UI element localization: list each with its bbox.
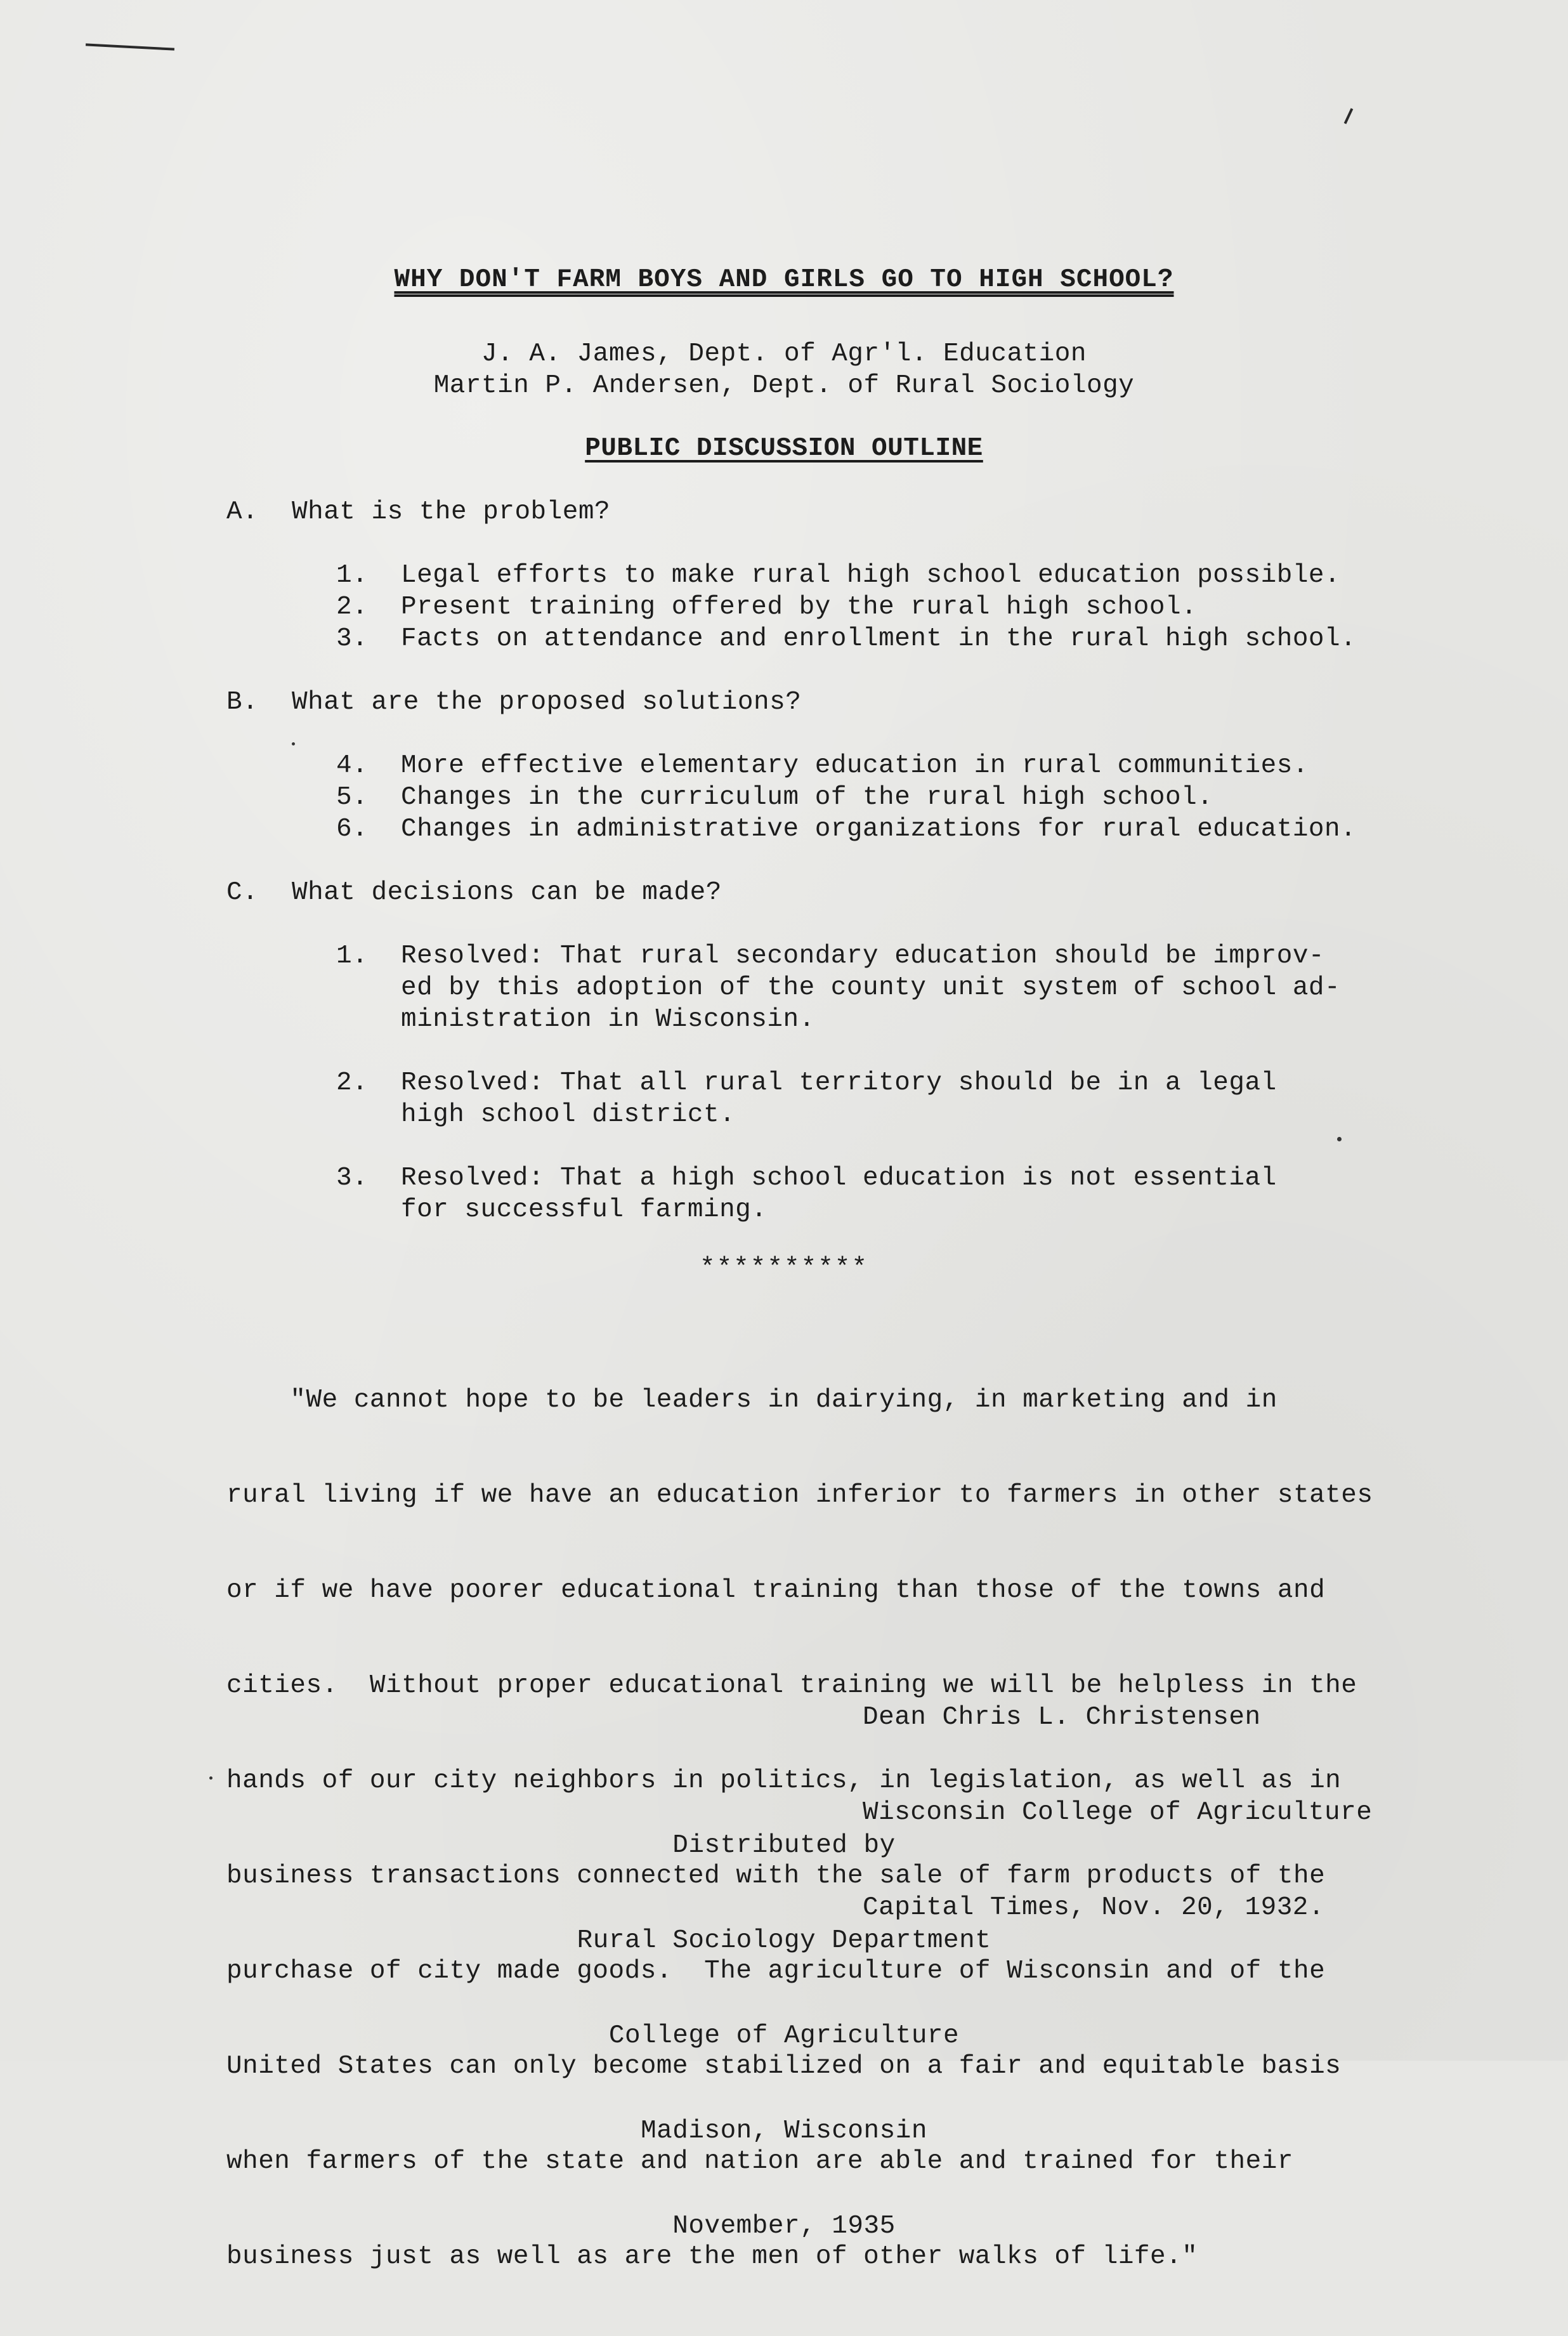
resolution-line: Resolved: That a high school education is not essential [401, 1164, 1277, 1193]
section-b-question: What are the proposed solutions? [292, 688, 802, 717]
item-number: 5. [336, 783, 369, 812]
quote-line: business just as well as are the men of other walks of life." [226, 2242, 1198, 2271]
quote-line: rural living if we have an education inferior to farmers in other states [226, 1481, 1373, 1510]
document-title: WHY DON'T FARM BOYS AND GIRLS GO TO HIGH SCHOOL? [394, 265, 1174, 294]
distribution-line: Distributed by [672, 1831, 896, 1860]
attribution-line: Capital Times, Nov. 20, 1932. [863, 1893, 1325, 1922]
item-number: 6. [336, 815, 369, 844]
outline-item: Changes in administrative organizations for rural education. [401, 815, 1357, 844]
quote-line: hands of our city neighbors in politics, in legislation, as well as in [226, 1766, 1342, 1795]
section-c-letter: C. [226, 878, 259, 907]
resolution-line: Resolved: That rural secondary education should be improv- [401, 942, 1325, 971]
scan-mark-top-left [86, 43, 174, 50]
distribution-line: Rural Sociology Department [577, 1926, 991, 1955]
item-number: 4. [336, 751, 369, 780]
outline-item: Facts on attendance and enrollment in the rural high school. [401, 624, 1357, 653]
scan-speck [292, 742, 295, 745]
attribution-line: Dean Chris L. Christensen [863, 1703, 1261, 1732]
item-number: 2. [336, 593, 369, 622]
separator-stars: ********** [699, 1254, 869, 1283]
item-number: 1. [336, 942, 369, 971]
quote-line: when farmers of the state and nation are able and trained for their [226, 2147, 1293, 2176]
quote-line: "We cannot hope to be leaders in dairying, in marketing and in [226, 1386, 1277, 1415]
distribution-line: November, 1935 [672, 2212, 896, 2241]
section-b-letter: B. [226, 688, 259, 717]
section-a-letter: A. [226, 497, 259, 527]
outline-item: Present training offered by the rural high school. [401, 593, 1198, 622]
scan-speck [1337, 1137, 1342, 1141]
item-number: 3. [336, 624, 369, 653]
resolution-line: Resolved: That all rural territory should be in a legal [401, 1068, 1277, 1098]
quote-line: purchase of city made goods. The agriculture of Wisconsin and of the [226, 1957, 1326, 1986]
author-line-1: J. A. James, Dept. of Agr'l. Education [481, 339, 1087, 369]
outline-item: Changes in the curriculum of the rural high school. [401, 783, 1213, 812]
resolution-line: high school district. [401, 1100, 736, 1129]
outline-item: More effective elementary education in rural communities. [401, 751, 1309, 780]
distribution-line: Madison, Wisconsin [641, 2116, 927, 2146]
quote-line: or if we have poorer educational training than those of the towns and [226, 1576, 1326, 1605]
quote-line: business transactions connected with the sale of farm products of the [226, 1861, 1326, 1891]
author-line-2: Martin P. Andersen, Dept. of Rural Sociology [433, 371, 1135, 400]
scan-mark-top-right [1344, 108, 1354, 124]
resolution-line: ed by this adoption of the county unit system of school ad- [401, 973, 1341, 1002]
item-number: 3. [336, 1164, 369, 1193]
distribution-block [0, 1766, 1568, 2306]
quote-line: cities. Without proper educational training we will be helpless in the [226, 1671, 1357, 1700]
distribution-line: College of Agriculture [608, 2021, 960, 2051]
resolution-line: for successful farming. [401, 1195, 768, 1224]
outline-subtitle: PUBLIC DISCUSSION OUTLINE [585, 434, 983, 463]
quote-line: United States can only become stabilized on a fair and equitable basis [226, 2052, 1342, 2081]
outline-item: Legal efforts to make rural high school education possible. [401, 561, 1341, 590]
section-a-question: What is the problem? [292, 497, 611, 527]
resolution-line: ministration in Wisconsin. [401, 1005, 815, 1034]
item-number: 2. [336, 1068, 369, 1098]
attribution-line: Wisconsin College of Agriculture [863, 1798, 1373, 1827]
section-c-question: What decisions can be made? [292, 878, 722, 907]
item-number: 1. [336, 561, 369, 590]
